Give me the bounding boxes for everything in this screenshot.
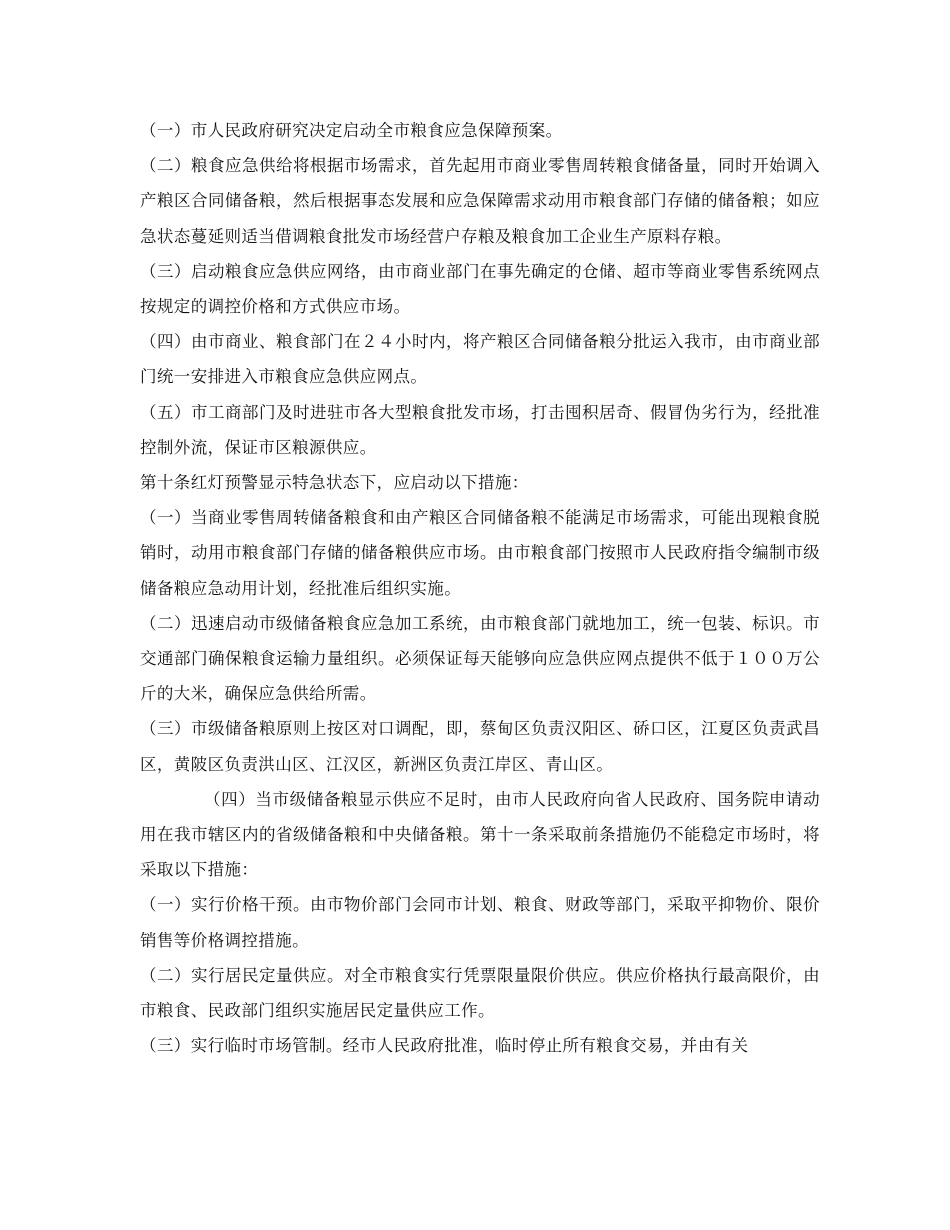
paragraph-9: （三）市级储备粮原则上按区对口调配，即，蔡甸区负责汉阳区、硚口区，江夏区负责武昌区，黄陂区负责洪山区、江汉区，新洲区负责江岸区、青山区。 <box>140 719 820 774</box>
paragraph-12: （二）实行居民定量供应。对全市粮食实行凭票限量限价供应。供应价格执行最高限价，由市粮食、民政部门组织实施居民定量供应工作。 <box>140 965 820 1021</box>
paragraph-3: （三）启动粮食应急供应网络，由市商业部门在事先确定的仓储、超市等商业零售系统网点按规定的调控价格和方式供应市场。 <box>140 261 820 317</box>
document-body <box>140 113 820 1063</box>
paragraph-4: （四）由市商业、粮食部门在２４小时内，将产粮区合同储备粮分批运入我市，由市商业部门统一安排进入市粮食应急供应网点。 <box>140 332 820 387</box>
paragraph-11: （一）实行价格干预。由市物价部门会同市计划、粮食、财政等部门，采取平抑物价、限价销售等价格调控措施。 <box>140 895 820 950</box>
article-10-heading: 第十条红灯预警显示特急状态下，应启动以下措施： <box>140 473 529 493</box>
paragraph-10: （四）当市级储备粮显示供应不足时，由市人民政府向省人民政府、国务院申请动用在我市辖区内的省级储备粮和中央储备粮。第十一条采取前条措施仍不能稳定市场时，将采取以下措施： <box>140 789 820 880</box>
paragraph-2: （二）粮食应急供给将根据市场需求，首先起用市商业零售周转粮食储备量，同时开始调入产粮区合同储备粮，然后根据事态发展和应急保障需求动用市粮食部门存储的储备粮；如应急状态蔓延则适当借调粮食批发市场经营户存粮及粮食加工企业生产原料存粮。 <box>140 156 820 246</box>
paragraph-5: （五）市工商部门及时进驻市各大型粮食批发市场，打击囤积居奇、假冒伪劣行为，经批准控制外流，保证市区粮源供应。 <box>140 402 820 457</box>
paragraph-8: （二）迅速启动市级储备粮食应急加工系统，由市粮食部门就地加工，统一包装、标识。市交通部门确保粮食运输力量组织。必须保证每天能够向应急供应网点提供不低于１００万公斤的大米，确保应急供给所需。 <box>140 613 820 704</box>
paragraph-13: （三）实行临时市场管制。经市人民政府批准，临时停止所有粮食交易，并由有关 <box>140 1036 749 1056</box>
paragraph-7: （一）当商业零售周转储备粮食和由产粮区合同储备粮不能满足市场需求，可能出现粮食脱销时，动用市粮食部门存储的储备粮供应市场。由市粮食部门按照市人民政府指令编制市级储备粮应急动用计划，经批准后组织实施。 <box>140 508 820 598</box>
paragraph-1: （一）市人民政府研究决定启动全市粮食应急保障预案。 <box>140 121 563 140</box>
